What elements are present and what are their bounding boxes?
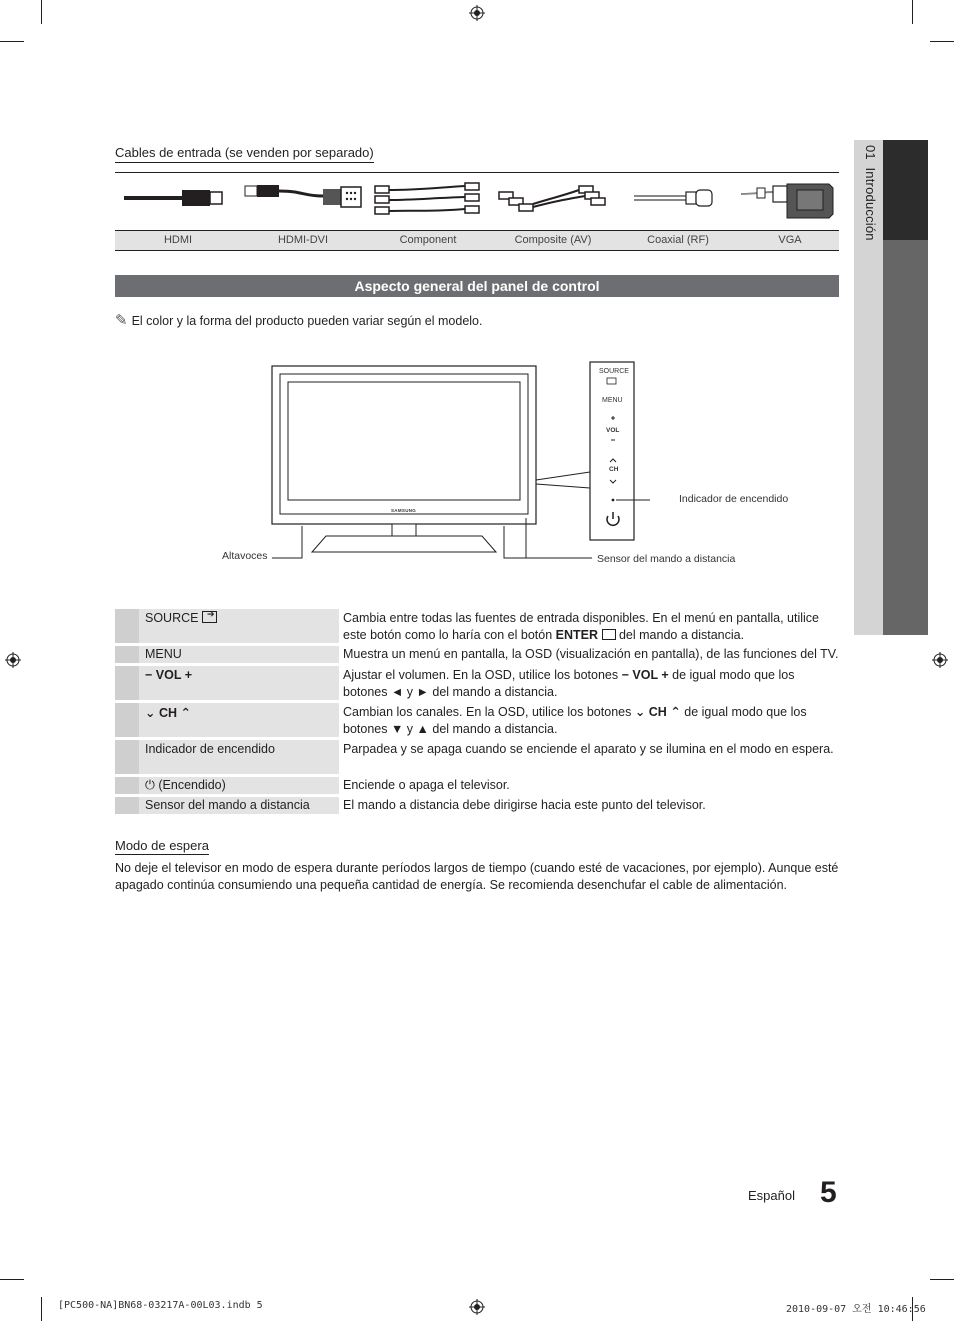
cable-label: HDMI-DVI xyxy=(277,234,329,246)
cable-label: Component xyxy=(399,234,457,246)
page-number: 5 xyxy=(820,1176,837,1209)
chevron-up-icon: ⌃ xyxy=(180,706,191,720)
chapter-tab-edge xyxy=(883,240,928,635)
source-enter-icon: ➔ xyxy=(202,611,217,623)
row-description: Ajustar el volumen. En la OSD, utilice los botones − VOL + de igual modo que los botones ◄ y ► del mando a distancia. xyxy=(343,668,795,699)
section-header: Aspecto general del panel de control xyxy=(115,275,839,297)
row-description: Cambia entre todas las fuentes de entrada disponibles. En el menú en pantalla, utilice este botón como lo haría con el botón ENTER del mando a distancia. xyxy=(343,611,819,642)
registration-mark-icon xyxy=(469,1299,485,1315)
table-row: − VOL + Ajustar el volumen. En la OSD, utilice los botones − VOL + de igual modo que los botones ◄ y ► del mando a distancia. xyxy=(115,666,839,700)
hdmi-dvi-cable-icon xyxy=(243,180,365,220)
speakers-label: Altavoces xyxy=(222,550,268,562)
crop-mark xyxy=(0,41,24,42)
remote-sensor-label: Sensor del mando a distancia xyxy=(597,553,736,565)
row-description: Parpadea y se apaga cuando se enciende el aparato y se ilumina en el modo en espera. xyxy=(343,742,834,756)
imprint-left: [PC500-NA]BN68-03217A-00L03.indb 5 xyxy=(58,1300,263,1311)
tv-brand-logo: SAMSUNG xyxy=(391,508,417,513)
row-description: El mando a distancia debe dirigirse hacia este punto del televisor. xyxy=(343,798,706,812)
note-text: ✎ El color y la forma del producto pueden variar según el modelo. xyxy=(115,312,483,329)
crop-mark xyxy=(0,1279,24,1280)
cable-label-strip xyxy=(115,230,839,251)
cable-label: Composite (AV) xyxy=(514,234,592,246)
registration-mark-icon xyxy=(5,652,21,668)
pencil-note-icon: ✎ xyxy=(115,312,128,329)
tv-diagram xyxy=(270,358,650,563)
menu-button: MENU xyxy=(602,397,623,404)
cable-label: Coaxial (RF) xyxy=(647,234,709,246)
source-enter-icon xyxy=(602,629,616,640)
imprint-right: 2010-09-07 오전 10:46:56 xyxy=(786,1304,926,1315)
row-description: Cambian los canales. En la OSD, utilice los botones ⌄ CH ⌃ de igual modo que los botones ▼ y ▲ del mando a distancia. xyxy=(343,705,807,736)
ch-button: CH xyxy=(609,466,619,473)
vga-cable-icon xyxy=(741,180,835,224)
source-button: SOURCE xyxy=(599,368,629,375)
divider xyxy=(115,172,839,173)
vol-button: VOL xyxy=(606,427,620,434)
registration-mark-icon xyxy=(469,5,485,21)
plus-icon: + xyxy=(184,668,193,682)
power-icon: ⏻ xyxy=(145,778,155,792)
crop-mark xyxy=(41,0,42,24)
hdmi-cable-icon xyxy=(124,180,228,220)
crop-mark xyxy=(930,41,954,42)
table-row: ⌄ CH ⌃ Cambian los canales. En la OSD, utilice los botones ⌄ CH ⌃ de igual modo que los botones ▼ y ▲ del mando a distancia. xyxy=(115,703,839,737)
source-key-label: SOURCE xyxy=(145,611,199,625)
registration-mark-icon xyxy=(932,652,948,668)
row-description: Muestra un menú en pantalla, la OSD (visualización en pantalla), de las funciones del TV. xyxy=(343,647,839,661)
cable-label: VGA xyxy=(778,234,802,246)
table-row: MENU Muestra un menú en pantalla, la OSD (visualización en pantalla), de las funciones del TV. xyxy=(115,646,839,663)
chevron-down-icon: ⌄ xyxy=(145,706,156,720)
minus-icon: − xyxy=(145,668,153,682)
component-cable-icon xyxy=(373,180,485,222)
crop-mark xyxy=(912,0,913,24)
chapter-tab-label: 01 Introducción xyxy=(863,145,878,241)
coaxial-cable-icon xyxy=(634,180,720,220)
crop-mark xyxy=(930,1279,954,1280)
chapter-tab-marker xyxy=(883,140,928,240)
standby-title: Modo de espera xyxy=(115,838,209,853)
table-row: ⏻ (Encendido) Enciende o apaga el televisor. xyxy=(115,777,839,794)
row-description: Enciende o apaga el televisor. xyxy=(343,778,510,792)
table-row: Indicador de encendido Parpadea y se apaga cuando se enciende el aparato y se ilumina en el modo en espera. xyxy=(115,740,839,774)
cables-title: Cables de entrada (se venden por separado) xyxy=(115,145,374,163)
table-row xyxy=(115,609,839,643)
standby-text: No deje el televisor en modo de espera durante períodos largos de tiempo (cuando esté de vacaciones, por ejemplo). Aunque esté apagado continúa consumiendo una pequeña cantidad de energía. Se recomienda desenchufar el cable de alimentación. xyxy=(115,861,839,892)
composite-cable-icon xyxy=(497,180,607,220)
crop-mark xyxy=(41,1297,42,1321)
cable-label: HDMI xyxy=(163,234,193,246)
table-row: Sensor del mando a distancia El mando a distancia debe dirigirse hacia este punto del televisor. xyxy=(115,797,839,814)
power-indicator-label: Indicador de encendido xyxy=(679,493,789,505)
footer-language: Español xyxy=(748,1188,795,1203)
